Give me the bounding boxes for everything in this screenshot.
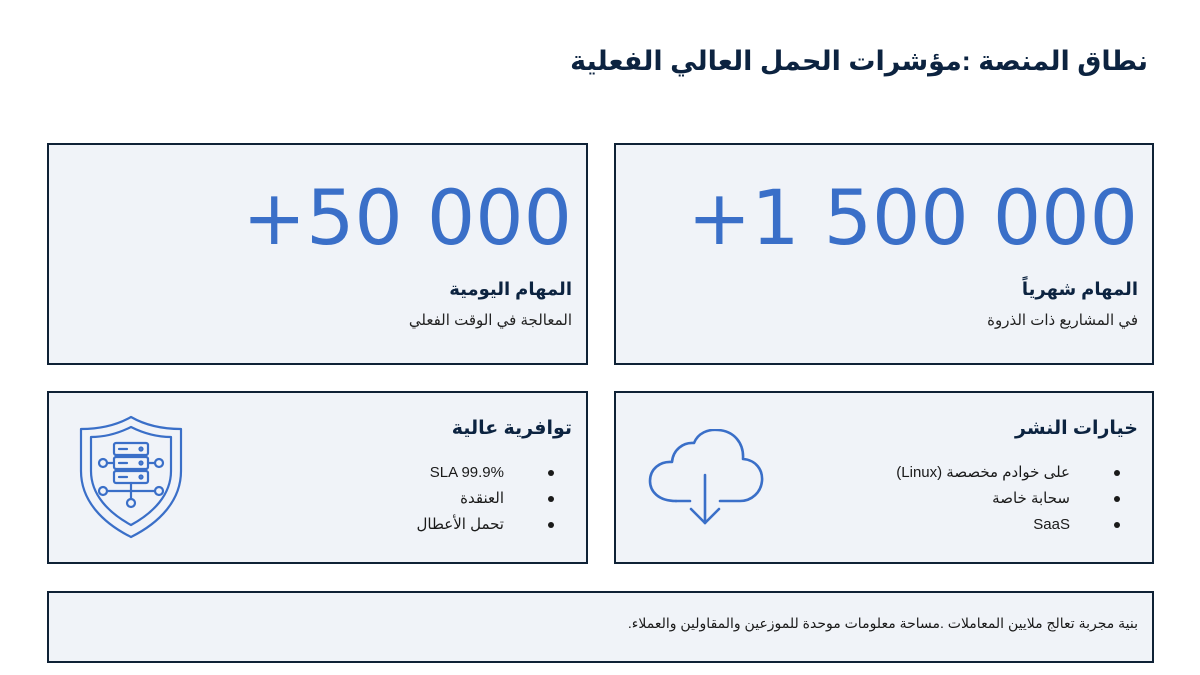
list-item-text: العنقدة <box>460 490 504 507</box>
bullet-icon <box>548 496 554 502</box>
list-item <box>896 512 1136 538</box>
list-item-text: سحابة خاصة <box>992 490 1070 507</box>
shield-server-icon <box>77 413 185 541</box>
bullet-icon <box>1114 470 1120 476</box>
list-item <box>416 460 570 486</box>
page-title: نطاق المنصة :مؤشرات الحمل العالي الفعلية <box>570 46 1148 76</box>
bullet-icon <box>548 470 554 476</box>
list-item-text: SaaS <box>1033 516 1070 533</box>
bullet-icon <box>1114 496 1120 502</box>
summary-text: بنية مجربة تعالج ملايين المعاملات .مساحة معلومات موحدة للموزعين والمقاولين والعملاء. <box>627 615 1138 631</box>
monthly-tasks-card <box>614 143 1154 365</box>
high-availability-title: توافرية عالية <box>451 418 572 439</box>
daily-tasks-value: +50 000 <box>242 173 572 262</box>
deployment-options-title: خيارات النشر <box>1015 418 1138 439</box>
monthly-tasks-sublabel: في المشاريع ذات الذروة <box>987 312 1138 329</box>
summary-card <box>47 591 1154 663</box>
deployment-options-list <box>896 460 1136 538</box>
list-item-text: على خوادم مخصصة (Linux) <box>896 464 1070 481</box>
daily-tasks-card <box>47 143 588 365</box>
list-item <box>416 486 570 512</box>
bullet-icon <box>1114 522 1120 528</box>
cloud-download-icon <box>644 429 766 531</box>
list-item <box>416 512 570 538</box>
high-availability-card <box>47 391 588 564</box>
deployment-options-card <box>614 391 1154 564</box>
high-availability-list <box>416 460 570 538</box>
list-item <box>896 460 1136 486</box>
daily-tasks-label: المهام اليومية <box>449 279 572 299</box>
list-item-text: تحمل الأعطال <box>416 516 504 533</box>
list-item <box>896 486 1136 512</box>
list-item-text: SLA 99.9% <box>429 464 504 481</box>
bullet-icon <box>548 522 554 528</box>
daily-tasks-sublabel: المعالجة في الوقت الفعلي <box>408 312 572 329</box>
monthly-tasks-value: +1 500 000 <box>687 173 1138 262</box>
monthly-tasks-label: المهام شهرياً <box>1021 279 1138 299</box>
